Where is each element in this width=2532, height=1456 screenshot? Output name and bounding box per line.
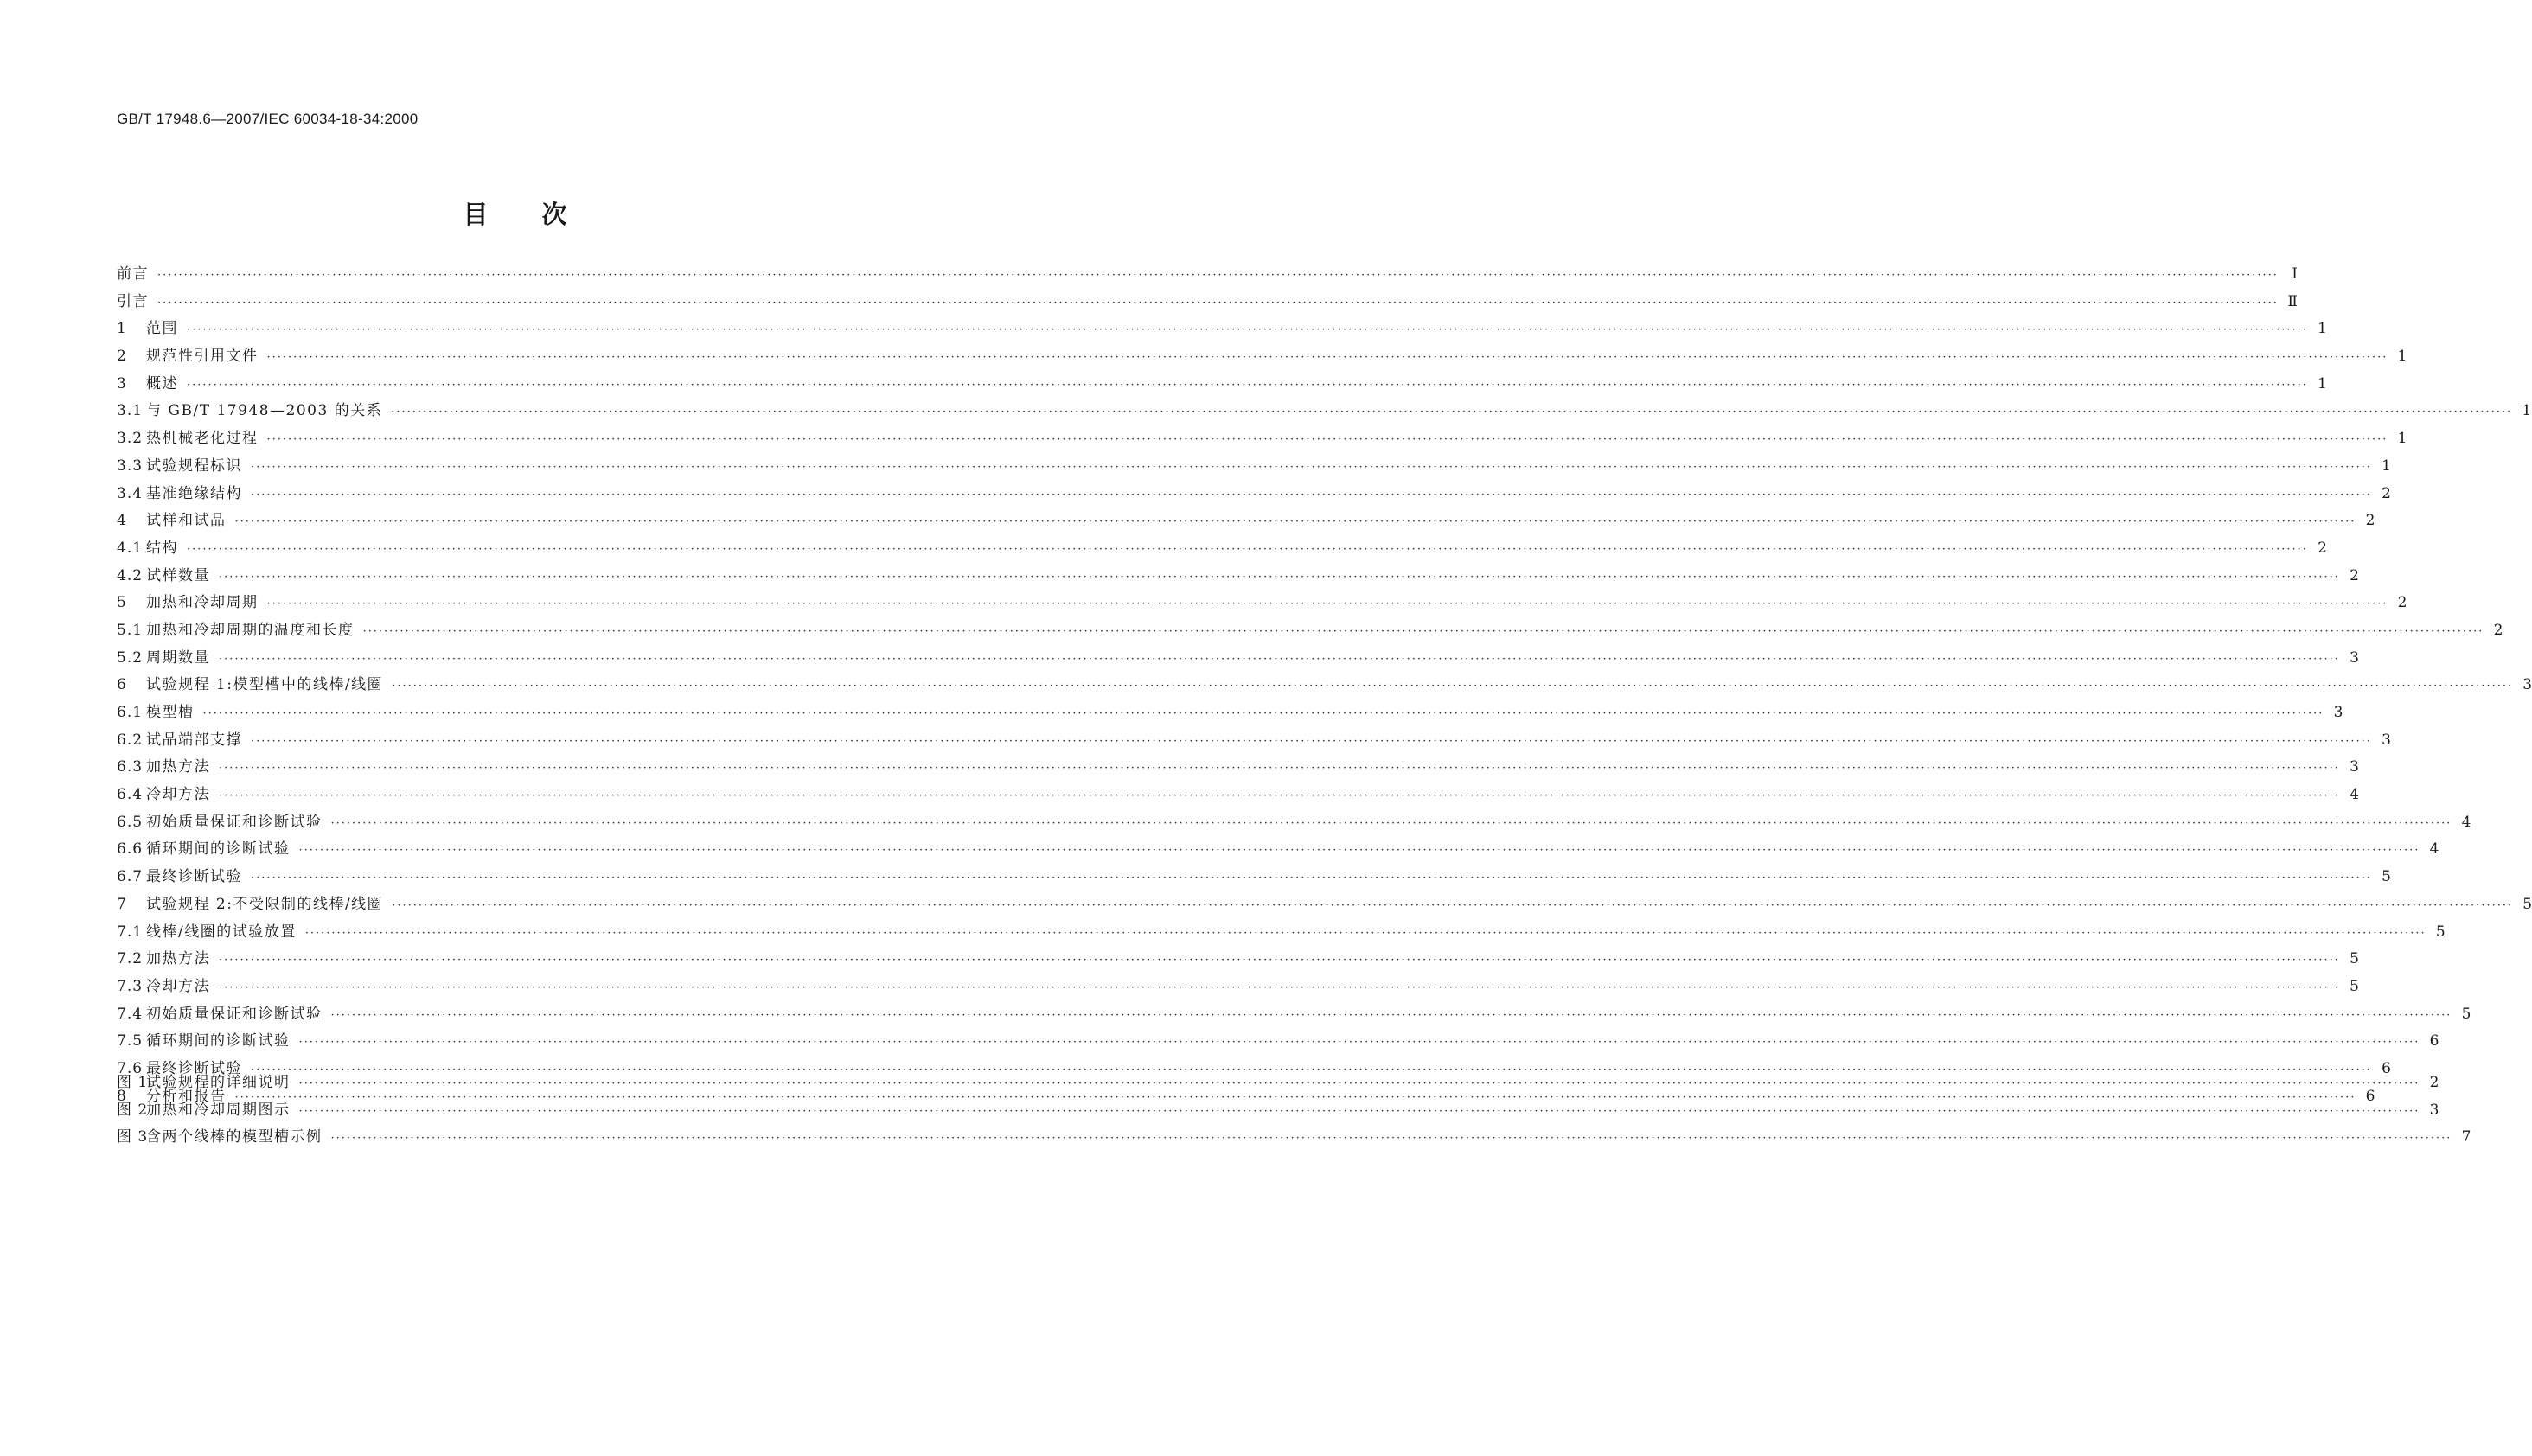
entry-page-number: 5: [2350, 977, 2359, 995]
entry-page-number: 5: [2435, 923, 2446, 941]
entry-page-number: 1: [2522, 402, 2532, 420]
entry-page-number: 2: [2429, 1074, 2439, 1091]
entry-number: 1: [117, 320, 127, 338]
entry-title: 试验规程 1:模型槽中的线棒/线圈: [146, 676, 384, 694]
entry-title: 初始质量保证和诊断试验: [146, 813, 323, 831]
entry-title: 试样和试品: [146, 512, 227, 530]
entry-title: 引言: [117, 292, 149, 310]
toc-entry[interactable]: [117, 1028, 2439, 1056]
entry-page-number: 1: [2382, 457, 2391, 475]
figure-entry[interactable]: [117, 1097, 2439, 1125]
entry-title: 分析和报告: [146, 1087, 227, 1105]
entry-number: 图 2: [117, 1101, 149, 1119]
dot-leader: ················································································································································································································································································································································································································: [362, 624, 2484, 638]
entry-page-number: 2: [2365, 512, 2375, 530]
document-header: [117, 111, 419, 128]
toc-entry[interactable]: [117, 289, 2298, 316]
dot-leader: ················································································································································································································································································································································································································: [219, 789, 2340, 803]
entry-page-number: 3: [2382, 731, 2391, 749]
dot-leader: ················································································································································································································································································································································································································: [219, 762, 2340, 776]
dot-leader: ················································································································································································································································································································································································································: [298, 1036, 2420, 1050]
dot-leader: ················································································································································································································································································································································································································: [219, 652, 2340, 666]
entry-page-number: 7: [2461, 1128, 2471, 1146]
toc-entry[interactable]: [117, 535, 2327, 563]
table-of-contents: [117, 261, 2532, 1110]
entry-number: 7.4: [117, 1005, 144, 1023]
entry-title: 试样数量: [146, 566, 210, 584]
figure-entry[interactable]: [117, 1124, 2471, 1152]
dot-leader: ················································································································································································································································································································································································································: [234, 515, 2356, 529]
entry-page-number: 5: [2461, 1005, 2471, 1023]
dot-leader: ················································································································································································································································································································································································································: [251, 872, 2372, 885]
dot-leader: ················································································································································································································································································································································································································: [234, 1090, 2356, 1104]
entry-title: 模型槽: [146, 704, 195, 721]
toc-entry[interactable]: [117, 754, 2359, 782]
entry-title: 最终诊断试验: [146, 868, 242, 886]
dot-leader: ················································································································································································································································································································································································································: [251, 734, 2372, 748]
dot-leader: ················································································································································································································································································································································································································: [330, 816, 2452, 830]
entry-page-number: 2: [2318, 539, 2327, 557]
entry-title: 加热和冷却周期图示: [146, 1101, 291, 1119]
entry-number: 图 1: [117, 1074, 149, 1091]
toc-entry[interactable]: [117, 481, 2391, 508]
entry-page-number: 4: [2461, 813, 2471, 831]
toc-entry[interactable]: [117, 809, 2471, 837]
list-of-figures: [117, 1070, 2471, 1152]
dot-leader: ················································································································································································································································································································································································································: [251, 488, 2372, 501]
entry-title: 范围: [146, 320, 178, 338]
entry-title: 加热和冷却周期: [146, 594, 259, 612]
dot-leader: ················································································································································································································································································································································································································: [298, 844, 2420, 858]
entry-title: 加热方法: [146, 950, 210, 968]
entry-number: 6.1: [117, 704, 144, 721]
dot-leader: ················································································································································································································································································································································································································: [298, 1104, 2420, 1118]
dot-leader: ················································································································································································································································································································································································································: [298, 1077, 2420, 1090]
dot-leader: ················································································································································································································································································································································································································: [266, 433, 2388, 447]
entry-title: 循环期间的诊断试验: [146, 1032, 291, 1050]
entry-page-number: 2: [2350, 566, 2359, 584]
dot-leader: ················································································································································································································································································································································································································: [392, 898, 2514, 912]
entry-title: 基准绝缘结构: [146, 484, 242, 502]
toc-entry[interactable]: [117, 836, 2439, 864]
dot-leader: ················································································································································································································································································································································································································: [392, 680, 2514, 693]
dot-leader: ················································································································································································································································································································································································································: [219, 570, 2340, 584]
entry-number: 6.7: [117, 868, 144, 886]
entry-title: 最终诊断试验: [146, 1059, 242, 1077]
entry-number: 5.2: [117, 648, 144, 667]
entry-page-number: 6: [2429, 1032, 2439, 1050]
entry-title: 冷却方法: [146, 786, 210, 804]
entry-title: 试品端部支撑: [146, 731, 242, 749]
entry-page-number: 3: [2522, 676, 2532, 694]
dot-leader: ················································································································································································································································································································································································································: [266, 351, 2388, 365]
entry-number: 7.2: [117, 950, 144, 968]
toc-entry[interactable]: [117, 645, 2359, 673]
entry-page-number: 2: [2397, 594, 2407, 612]
toc-entry[interactable]: [117, 864, 2391, 891]
entry-title: 周期数量: [146, 648, 210, 667]
entry-number: 7: [117, 895, 127, 913]
entry-page-number: 5: [2382, 868, 2391, 886]
dot-leader: ················································································································································································································································································································································································································: [304, 926, 2426, 940]
entry-number: 4: [117, 512, 127, 530]
entry-number: 6.2: [117, 731, 144, 749]
entry-number: 6: [117, 676, 127, 694]
entry-number: 7.5: [117, 1032, 144, 1050]
entry-page-number: 1: [2397, 430, 2407, 448]
dot-leader: ················································································································································································································································································································································································································: [391, 406, 2513, 419]
page-title: 目次: [463, 200, 621, 229]
entry-number: 7.6: [117, 1059, 144, 1077]
toc-entry[interactable]: [117, 946, 2359, 974]
dot-leader: ················································································································································································································································································································································································································: [330, 1132, 2452, 1146]
toc-entry[interactable]: [117, 453, 2391, 481]
entry-number: 3.1: [117, 402, 144, 420]
entry-page-number: 3: [2350, 648, 2359, 667]
entry-title: 初始质量保证和诊断试验: [146, 1005, 323, 1023]
dot-leader: ················································································································································································································································································································································································································: [330, 1008, 2452, 1022]
standard-id: GB/T 17948.6—2007/IEC 60034-18-34:2000: [117, 111, 419, 127]
entry-title: 热机械老化过程: [146, 430, 259, 448]
entry-number: 6.3: [117, 758, 144, 776]
entry-title: 试验规程 2:不受限制的线棒/线圈: [146, 895, 384, 913]
toc-entry[interactable]: [117, 398, 2532, 425]
entry-page-number: 2: [2382, 484, 2391, 502]
toc-entry[interactable]: [117, 974, 2359, 1001]
dot-leader: ················································································································································································································································································································································································································: [219, 954, 2340, 967]
entry-number: 4.1: [117, 539, 144, 557]
entry-number: 5: [117, 594, 127, 612]
toc-entry[interactable]: [117, 699, 2343, 727]
entry-title: 概述: [146, 374, 178, 393]
toc-entry[interactable]: [117, 672, 2532, 699]
dot-leader: ················································································································································································································································································································································································································: [219, 980, 2340, 994]
entry-page-number: Ⅱ: [2287, 292, 2298, 310]
entry-number: 3.2: [117, 430, 144, 448]
toc-entry[interactable]: [117, 727, 2391, 755]
dot-leader: ················································································································································································································································································································································································································: [157, 296, 2279, 310]
entry-page-number: 5: [2350, 950, 2359, 968]
entry-number: 6.5: [117, 813, 144, 831]
toc-entry[interactable]: [117, 590, 2407, 617]
entry-title: 线棒/线圈的试验放置: [146, 923, 297, 941]
entry-page-number: 1: [2318, 374, 2327, 393]
entry-number: 6.4: [117, 786, 144, 804]
dot-leader: ················································································································································································································································································································································································································: [251, 460, 2372, 474]
entry-number: 3: [117, 374, 127, 393]
dot-leader: ················································································································································································································································································································································································································: [202, 707, 2324, 720]
entry-number: 7.3: [117, 977, 144, 995]
entry-page-number: 6: [2382, 1059, 2391, 1077]
entry-number: 3.3: [117, 457, 144, 475]
dot-leader: ················································································································································································································································································································································································································: [187, 323, 2308, 337]
entry-number: 2: [117, 348, 127, 366]
entry-page-number: 5: [2522, 895, 2532, 913]
toc-entry[interactable]: [117, 425, 2407, 453]
entry-page-number: 3: [2350, 758, 2359, 776]
entry-number: 5.1: [117, 621, 144, 639]
toc-entry[interactable]: [117, 563, 2359, 591]
entry-page-number: 3: [2429, 1101, 2439, 1119]
entry-number: 8: [117, 1087, 127, 1105]
entry-title: 加热和冷却周期的温度和长度: [146, 621, 355, 639]
toc-entry[interactable]: [117, 919, 2446, 947]
dot-leader: ················································································································································································································································································································································································································: [251, 1063, 2372, 1076]
entry-number: 图 3: [117, 1128, 149, 1146]
entry-title: 试验规程标识: [146, 457, 242, 475]
entry-number: 7.1: [117, 923, 144, 941]
dot-leader: ················································································································································································································································································································································································································: [157, 269, 2279, 282]
entry-page-number: 6: [2365, 1087, 2375, 1105]
entry-page-number: 1: [2318, 320, 2327, 338]
toc-entry[interactable]: [117, 617, 2503, 645]
toc-entry[interactable]: [117, 343, 2407, 371]
dot-leader: ················································································································································································································································································································································································································: [266, 597, 2388, 611]
entry-title: 与 GB/T 17948—2003 的关系: [146, 402, 383, 420]
entry-page-number: Ⅰ: [2292, 265, 2298, 283]
entry-title: 循环期间的诊断试验: [146, 840, 291, 859]
toc-entry[interactable]: [117, 508, 2375, 535]
toc-entry[interactable]: [117, 782, 2359, 809]
entry-title: 规范性引用文件: [146, 348, 259, 366]
toc-entry[interactable]: [117, 261, 2298, 289]
entry-title: 结构: [146, 539, 178, 557]
toc-entry[interactable]: [117, 891, 2532, 919]
toc-entry[interactable]: [117, 1001, 2471, 1029]
entry-page-number: 4: [2350, 786, 2359, 804]
entry-title: 前言: [117, 265, 149, 283]
figure-entry[interactable]: [117, 1070, 2439, 1097]
entry-number: 3.4: [117, 484, 144, 502]
entry-title: 含两个线棒的模型槽示例: [146, 1128, 323, 1146]
entry-title: 加热方法: [146, 758, 210, 776]
dot-leader: ················································································································································································································································································································································································································: [187, 542, 2308, 556]
toc-entry[interactable]: [117, 316, 2327, 343]
toc-entry[interactable]: [117, 371, 2327, 399]
entry-page-number: 4: [2429, 840, 2439, 859]
entry-title: 冷却方法: [146, 977, 210, 995]
entry-page-number: 2: [2493, 621, 2503, 639]
entry-title: 试验规程的详细说明: [146, 1074, 291, 1091]
entry-number: 4.2: [117, 566, 144, 584]
entry-page-number: 3: [2333, 704, 2343, 721]
entry-page-number: 1: [2397, 348, 2407, 366]
dot-leader: ················································································································································································································································································································································································································: [187, 378, 2308, 392]
entry-number: 6.6: [117, 840, 144, 859]
